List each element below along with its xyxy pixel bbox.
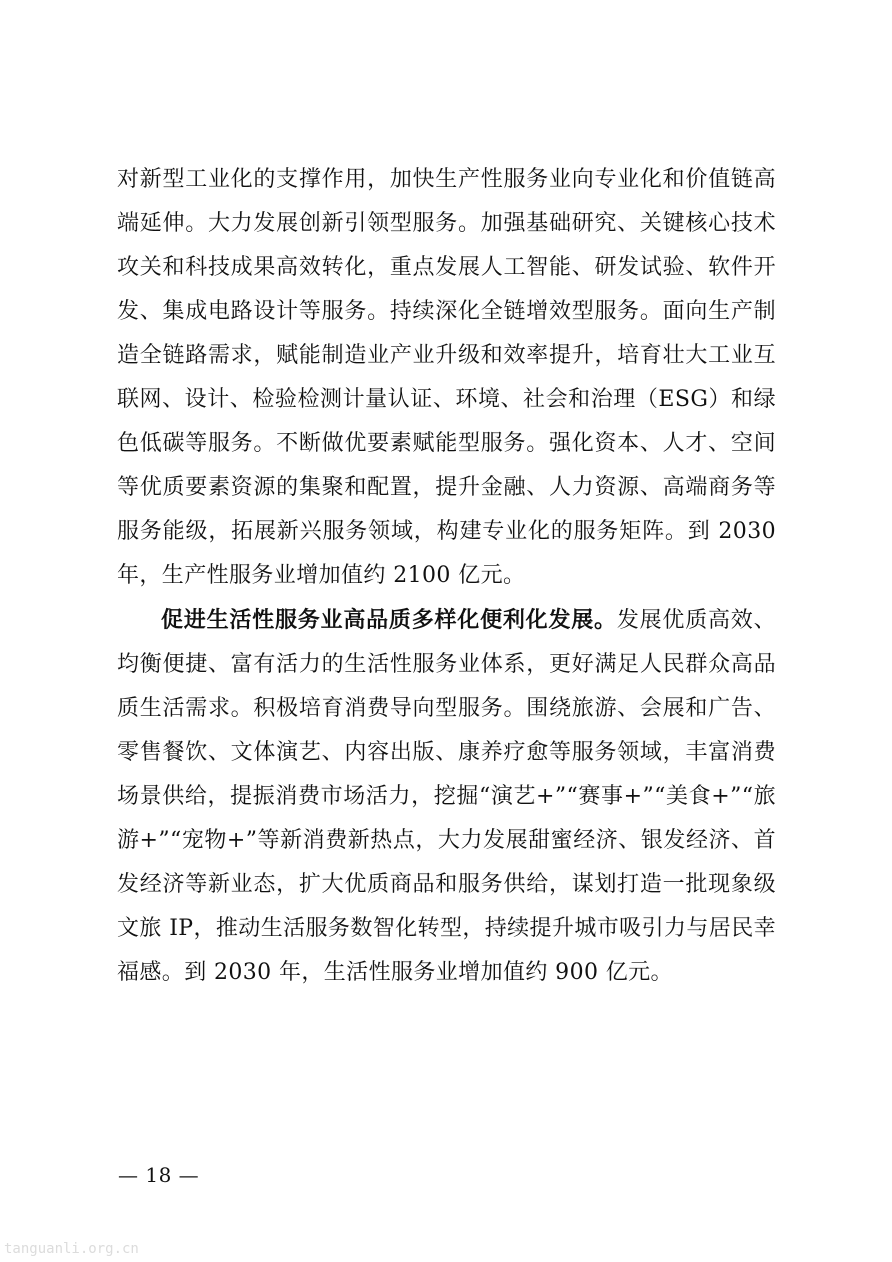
paragraph-2 xyxy=(117,598,776,995)
paragraph-2-heading: 促进生活性服务业高品质多样化便利化发展。 xyxy=(161,607,617,633)
watermark: tanguanli.org.cn xyxy=(4,1241,139,1257)
document-body xyxy=(117,158,776,995)
paragraph-1-text: 对新型工业化的支撑作用，加快生产性服务业向专业化和价值链高端延伸。大力发展创新引领型服务。加强基础研究、关键核心技术攻关和科技成果高效转化，重点发展人工智能、研发试验、软件开发、集成电路设计等服务。持续深化全链增效型服务。面向生产制造全链路需求，赋能制造业产业升级和效率提升，培育壮大工业互联网、设计、检验检测计量认证、环境、社会和治理（ESG）和绿色低碳等服务。不断做优要素赋能型服务。强化资本、人才、空间等优质要素资源的集聚和配置，提升金融、人力资源、高端商务等服务能级，拓展新兴服务领域，构建专业化的服务矩阵。到 2030 年，生产性服务业增加值约 2100 亿元。 xyxy=(117,167,776,588)
page-number: — 18 — xyxy=(118,1163,200,1187)
paragraph-1 xyxy=(117,158,776,598)
paragraph-2-text: 发展优质高效、均衡便捷、富有活力的生活性服务业体系，更好满足人民群众高品质生活需求。积极培育消费导向型服务。围绕旅游、会展和广告、零售餐饮、文体演艺、内容出版、康养疗愈等服务领域，丰富消费场景供给，提振消费市场活力，挖掘“演艺+”“赛事+”“美食+”“旅游+”“宠物+”等新消费新热点，大力发展甜蜜经济、银发经济、首发经济等新业态，扩大优质商品和服务供给，谋划打造一批现象级文旅 IP，推动生活服务数智化转型，持续提升城市吸引力与居民幸福感。到 2030 年，生活性服务业增加值约 900 亿元。 xyxy=(117,608,776,985)
